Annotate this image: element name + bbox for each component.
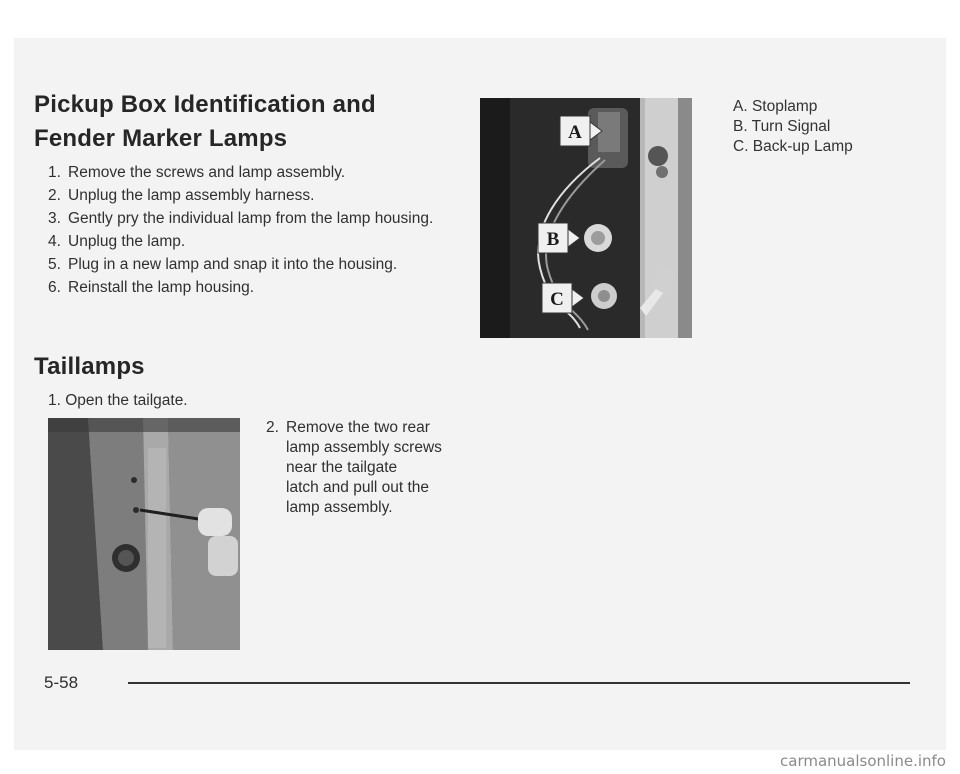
watermark-text: carmanualsonline.info [780, 752, 946, 770]
step-item: 4. Unplug the lamp. [48, 233, 186, 250]
step-item: 3. Gently pry the individual lamp from the lamp housing. [48, 210, 434, 227]
step-item: 1. Remove the screws and lamp assembly. [48, 164, 346, 181]
lamp-assembly-illustration [480, 98, 692, 338]
legend-item-back-up-lamp: C. Back-up Lamp [733, 138, 853, 155]
lamp-legend [733, 97, 853, 157]
section-title-pickup-box-lamps [34, 88, 376, 156]
taillamp-step-1: 1. Open the tailgate. [48, 392, 188, 409]
callout-label-a: A [568, 122, 582, 143]
title-line-2: Fender Marker Lamps [34, 125, 288, 152]
title-line-1: Pickup Box Identification and [34, 91, 376, 118]
legend-item-stoplamp: A. Stoplamp [733, 98, 818, 115]
step-item: 2. Unplug the lamp assembly harness. [48, 187, 315, 204]
tailgate-photo [48, 418, 240, 650]
legend-item-turn-signal: B. Turn Signal [733, 118, 831, 135]
step-item: 6. Reinstall the lamp housing. [48, 279, 255, 296]
taillamp-step-2: 2. Remove the two rear lamp assembly screws near the tailgate latch and pull out the lamp assembly. [266, 419, 442, 516]
step-item: 5. Plug in a new lamp and snap it into the housing. [48, 256, 398, 273]
pickup-lamp-steps [48, 163, 468, 301]
footer-divider [128, 682, 910, 684]
lamp-assembly-photo [480, 98, 692, 338]
tailgate-illustration [48, 418, 240, 650]
section-title-taillamps: Taillamps [34, 353, 145, 380]
callout-label-c: C [550, 289, 564, 310]
callout-label-b: B [546, 229, 560, 250]
page-number: 5-58 [44, 673, 79, 692]
